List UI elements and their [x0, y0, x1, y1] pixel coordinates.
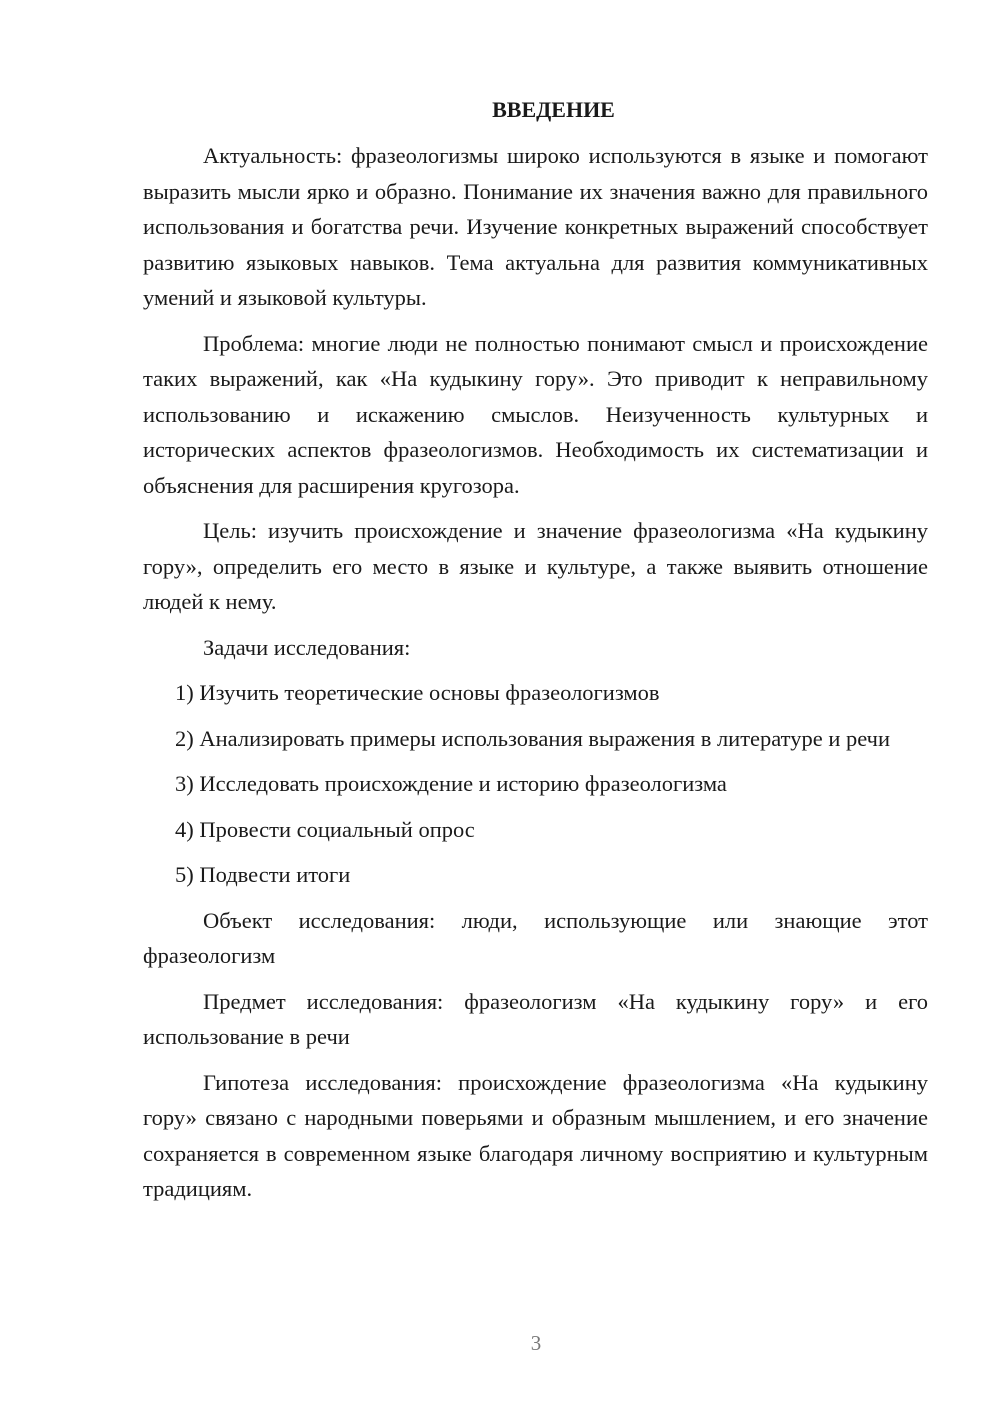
goal-paragraph: Цель: изучить происхождение и значение фразеологизма «На кудыкину гору», определить его место в языке и культуре, а также выявить отношение людей к нему.	[143, 518, 928, 614]
object-paragraph: Объект исследования: люди, использующие или знающие этот фразеологизм	[143, 907, 928, 968]
task-item-2: 2) Анализировать примеры использования выражения в литературе и речи	[175, 725, 891, 751]
relevance-paragraph: Актуальность: фразеологизмы широко используются в языке и помогают выразить мысли ярко и образно. Понимание их значения важно для правильного использования и богатства речи. Изучение конкретных выражений способствует развитию языковых навыков. Тема актуальна для развития коммуникативных умений и языковой культуры.	[143, 143, 928, 310]
tasks-heading: Задачи исследования:	[203, 634, 411, 660]
task-item-3: 3) Исследовать происхождение и историю фразеологизма	[175, 771, 727, 796]
task-item-1: 1) Изучить теоретические основы фразеологизмов	[175, 680, 660, 705]
problem-paragraph: Проблема: многие люди не полностью понимают смысл и происхождение таких выражений, как «На кудыкину гору». Это приводит к неправильному использованию и искажению смыслов. Неизученность культурных и исторических аспектов фразеологизмов. Необходимость их систематизации и объяснения для расширения кругозора.	[143, 330, 928, 498]
subject-paragraph: Предмет исследования: фразеологизм «На кудыкину гору» и его использование в речи	[143, 988, 928, 1049]
page-title: ВВЕДЕНИЕ	[492, 97, 615, 122]
task-item-4: 4) Провести социальный опрос	[175, 816, 475, 842]
document-page	[143, 92, 928, 1217]
task-item-5: 5) Подвести итоги	[175, 862, 351, 887]
page-number: 3	[530, 1331, 542, 1355]
hypothesis-paragraph: Гипотеза исследования: происхождение фразеологизма «На кудыкину гору» связано с народными поверьями и образным мышлением, и его значение сохраняется в современном языке благодаря личному восприятию и культурным традициям.	[143, 1069, 928, 1201]
